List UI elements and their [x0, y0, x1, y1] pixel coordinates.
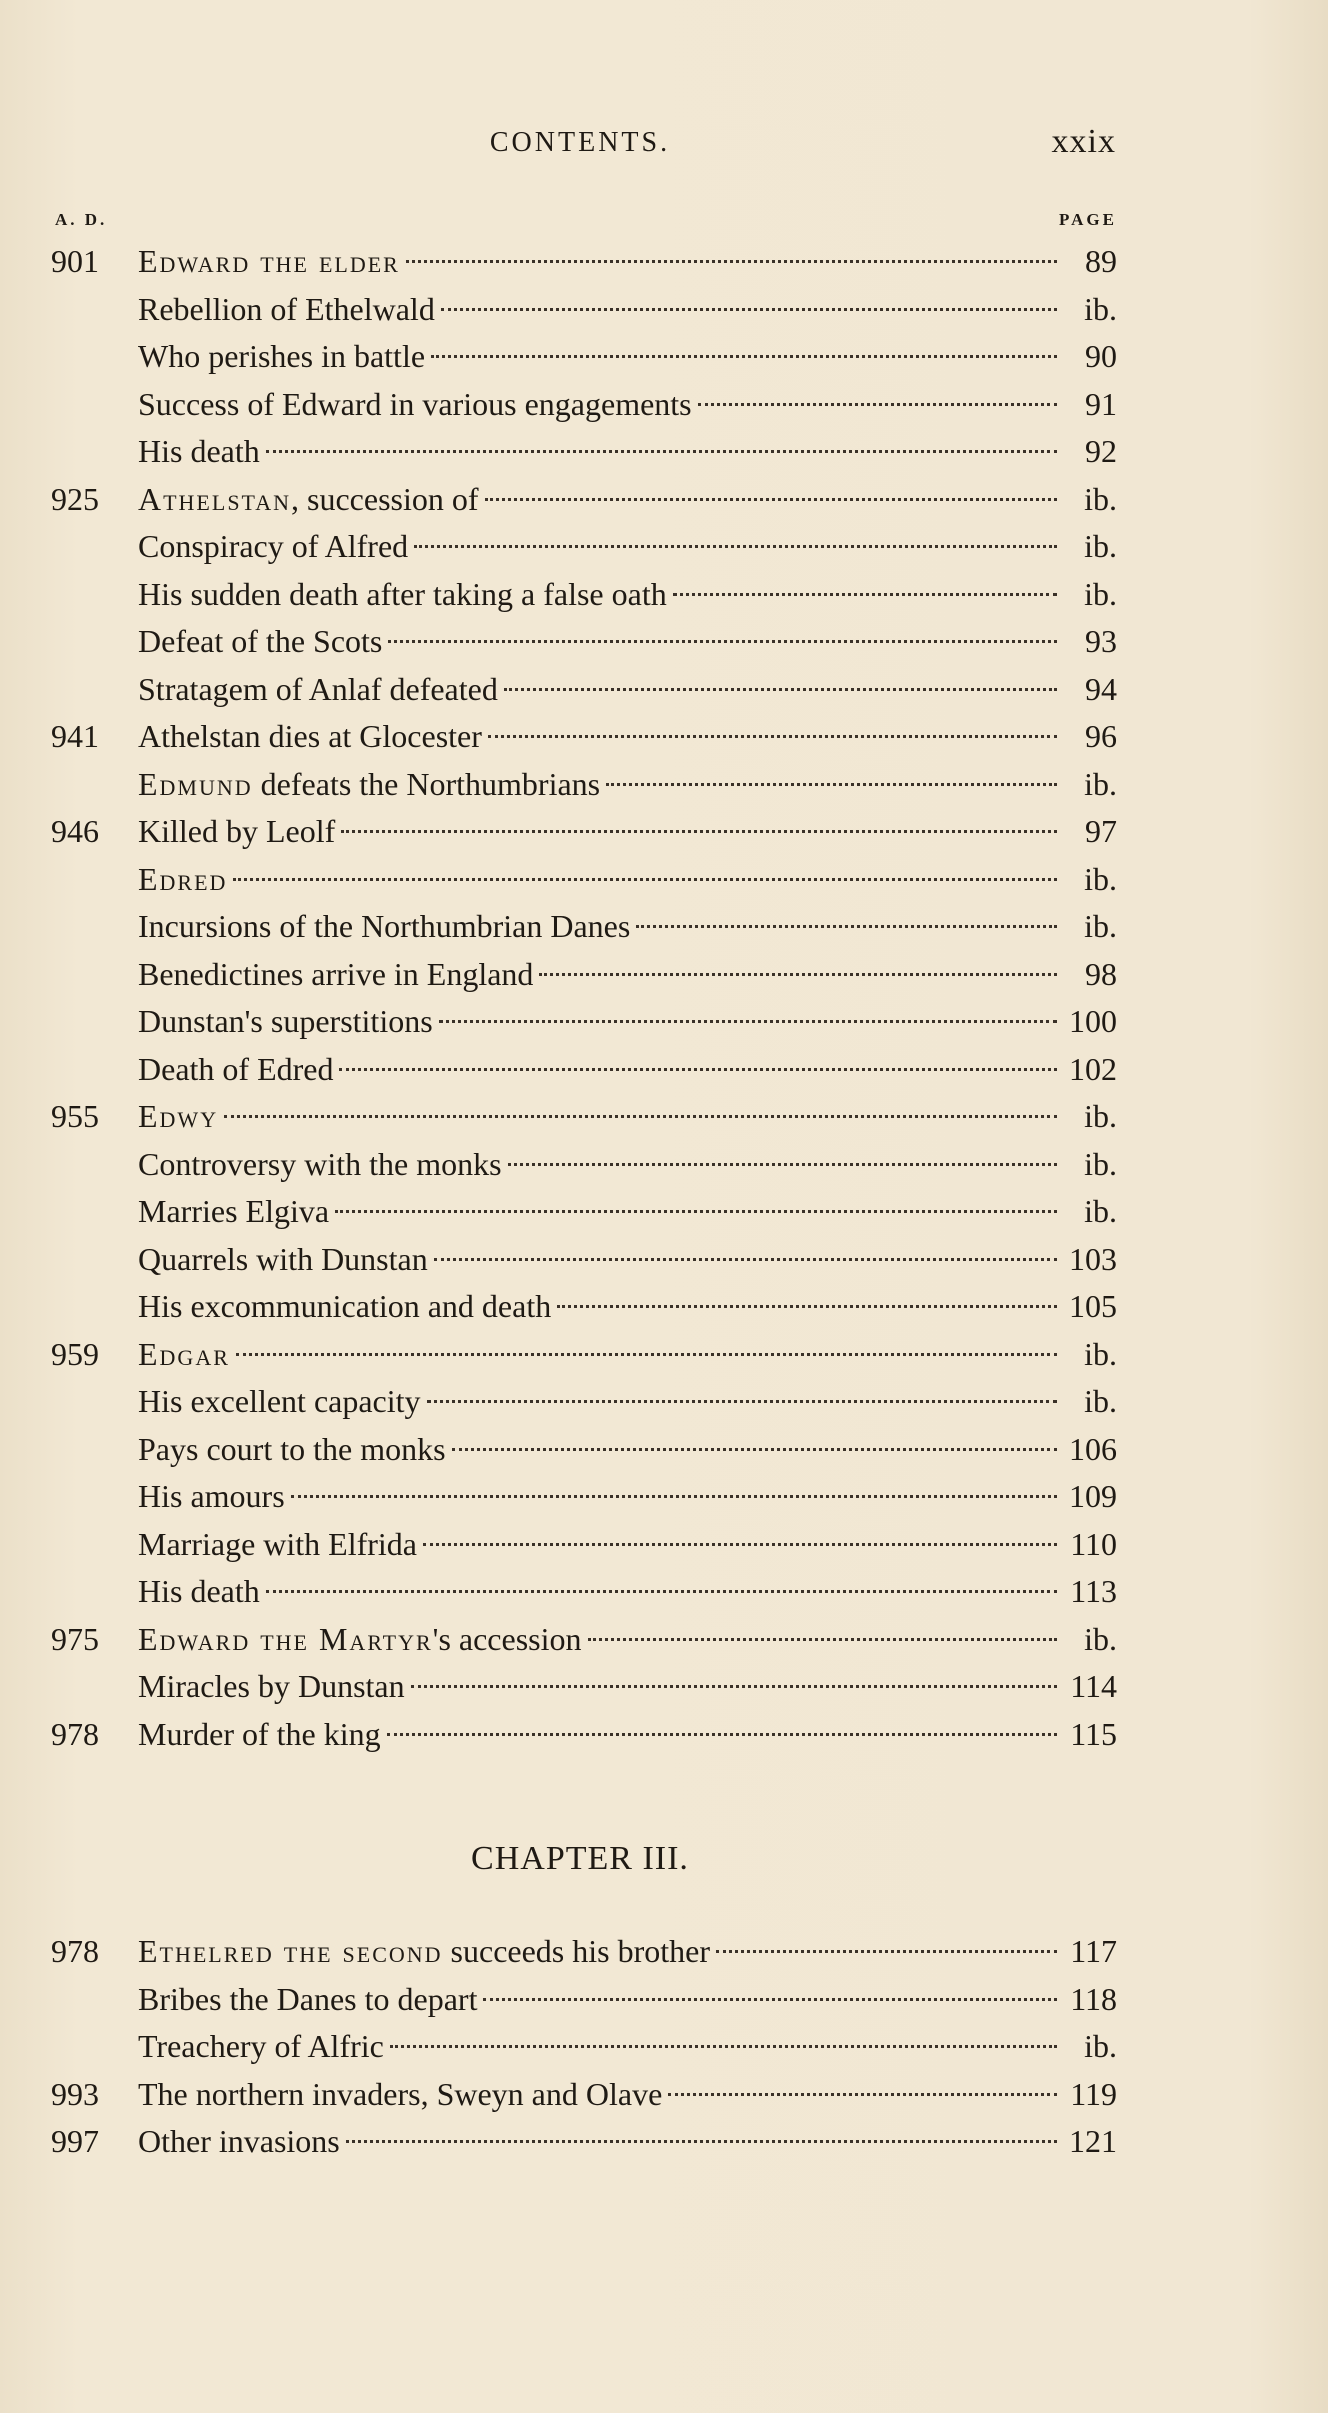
entry-title: Edward the Martyr's accession: [138, 1620, 582, 1657]
entry-page-number: ib.: [1084, 908, 1117, 944]
dot-leader: [673, 593, 1057, 596]
toc-entry: [51, 1473, 1117, 1521]
dot-leader: [483, 1998, 1057, 2001]
entry-title: His amours: [138, 1478, 285, 1514]
entry-title: Quarrels with Dunstan: [138, 1240, 428, 1277]
dot-leader: [341, 830, 1057, 833]
entry-title: His sudden death after taking a false oath: [138, 575, 667, 612]
entry-page-number: ib.: [1084, 1335, 1117, 1372]
entry-title: Death of Edred: [138, 1050, 334, 1087]
dot-leader: [698, 403, 1057, 406]
dot-leader: [233, 878, 1057, 881]
entry-page-number: 98: [1085, 955, 1117, 992]
entry-title: His death: [138, 433, 260, 469]
chapter-heading: CHAPTER III.: [471, 1840, 689, 1877]
entry-page-number: ib.: [1084, 575, 1117, 612]
entry-title: Ethelred the second succeeds his brother: [138, 1933, 710, 1969]
toc-entry: [51, 903, 1117, 951]
entry-title: Marries Elgiva: [138, 1193, 330, 1229]
entry-title: Who perishes in battle: [138, 338, 426, 374]
toc-entry: [51, 1141, 1117, 1189]
entry-title: The northern invaders, Sweyn and Olave: [138, 2075, 663, 2112]
entry-page-number: 117: [1070, 1933, 1117, 1969]
entry-page-number: 94: [1085, 670, 1117, 707]
entry-page-number: ib.: [1084, 1098, 1117, 1134]
entry-title: Edward the elder: [138, 243, 400, 279]
entry-title: Defeat of the Scots: [138, 623, 383, 659]
entry-title: His death: [138, 1573, 260, 1609]
entry-year: 959: [51, 1335, 99, 1372]
entry-year: 925: [51, 480, 99, 517]
entry-page-number: 96: [1085, 718, 1117, 754]
dot-leader: [414, 545, 1057, 548]
entry-page-number: 106: [1069, 1430, 1117, 1467]
entry-title: Bribes the Danes to depart: [138, 1980, 478, 2017]
toc-entry: [51, 856, 1117, 904]
toc-entry: [51, 333, 1117, 381]
entry-page-number: ib.: [1084, 290, 1117, 327]
toc-entry: [51, 286, 1117, 334]
dot-leader: [427, 1400, 1057, 1403]
entry-page-number: 109: [1069, 1478, 1117, 1514]
chapter-contents-list: [51, 1928, 1117, 2166]
entry-page-number: 91: [1085, 385, 1117, 422]
toc-entry: [51, 1976, 1117, 2024]
dot-leader: [390, 2045, 1057, 2048]
entry-title: Controversy with the monks: [138, 1145, 502, 1182]
toc-entry: [51, 1046, 1117, 1094]
dot-leader: [266, 450, 1057, 453]
entry-page-number: ib.: [1084, 480, 1117, 517]
entry-title: Benedictines arrive in England: [138, 955, 534, 992]
dot-leader: [716, 1950, 1057, 1953]
entry-page-number: ib.: [1084, 765, 1117, 802]
toc-entry: [51, 238, 1117, 286]
entry-page-number: 103: [1069, 1240, 1117, 1277]
toc-entry: [51, 808, 1117, 856]
dot-leader: [431, 355, 1057, 358]
toc-entry: [51, 1093, 1117, 1141]
dot-leader: [339, 1068, 1057, 1071]
dot-leader: [335, 1210, 1057, 1213]
toc-entry: [51, 571, 1117, 619]
entry-title: Success of Edward in various engagements: [138, 385, 692, 422]
entry-page-number: 100: [1069, 1003, 1117, 1039]
dot-leader: [439, 1020, 1057, 1023]
entry-title: Dunstan's superstitions: [138, 1003, 433, 1039]
dot-leader: [508, 1163, 1057, 1166]
toc-entry: [51, 1521, 1117, 1569]
entry-title: Rebellion of Ethelwald: [138, 290, 435, 327]
running-title: CONTENTS.: [489, 127, 671, 158]
entry-page-number: ib.: [1084, 528, 1117, 564]
entry-page-number: ib.: [1084, 1383, 1117, 1419]
entry-page-number: 118: [1070, 1980, 1117, 2017]
entry-title: Athelstan dies at Glocester: [138, 718, 482, 754]
entry-page-number: 114: [1070, 1668, 1117, 1704]
column-headings: [51, 210, 1117, 234]
entry-page-number: 121: [1069, 2123, 1117, 2159]
entry-year: 997: [51, 2123, 99, 2159]
entry-page-number: 89: [1085, 243, 1117, 279]
entry-title: Pays court to the monks: [138, 1430, 446, 1467]
dot-leader: [488, 735, 1057, 738]
entry-page-number: 110: [1070, 1525, 1117, 1562]
toc-entry: [51, 1378, 1117, 1426]
entry-title: His excommunication and death: [138, 1288, 552, 1324]
dot-leader: [668, 2093, 1057, 2096]
entry-title: Miracles by Dunstan: [138, 1668, 405, 1704]
toc-entry: [51, 761, 1117, 809]
entry-title: Conspiracy of Alfred: [138, 528, 409, 564]
entry-page-number: ib.: [1084, 860, 1117, 897]
entry-title: Edmund defeats the Northumbrians: [138, 765, 601, 802]
toc-entry: [51, 1236, 1117, 1284]
toc-entry: [51, 713, 1117, 761]
entry-title: Edwy: [138, 1098, 219, 1134]
entry-page-number: 92: [1085, 433, 1117, 469]
entry-page-number: 115: [1070, 1715, 1117, 1752]
dot-leader: [346, 2140, 1057, 2143]
dot-leader: [636, 925, 1057, 928]
dot-leader: [441, 308, 1057, 311]
toc-entry: [51, 1283, 1117, 1331]
entry-year: 975: [51, 1620, 99, 1657]
entry-title: Other invasions: [138, 2123, 340, 2159]
toc-entry: [51, 523, 1117, 571]
entry-title: Treachery of Alfric: [138, 2028, 384, 2064]
dot-leader: [388, 640, 1057, 643]
toc-entry: [51, 428, 1117, 476]
toc-entry: [51, 1426, 1117, 1474]
entry-year: 946: [51, 813, 99, 849]
dot-leader: [266, 1590, 1057, 1593]
entry-page-number: 93: [1085, 623, 1117, 659]
entry-title: Murder of the king: [138, 1715, 381, 1752]
entry-page-number: 102: [1069, 1050, 1117, 1087]
entry-page-number: ib.: [1084, 1193, 1117, 1229]
toc-entry: [51, 476, 1117, 524]
dot-leader: [485, 498, 1057, 501]
entry-title: Killed by Leolf: [138, 813, 336, 849]
entry-page-number: ib.: [1084, 1145, 1117, 1182]
page-column-heading: PAGE: [1059, 210, 1117, 229]
dot-leader: [291, 1495, 1057, 1498]
dot-leader: [387, 1733, 1057, 1736]
year-column-heading: A. D.: [55, 210, 108, 229]
dot-leader: [406, 260, 1057, 263]
entry-year: 901: [51, 243, 99, 279]
toc-entry: [51, 1568, 1117, 1616]
toc-entry: [51, 381, 1117, 429]
entry-year: 978: [51, 1933, 99, 1969]
dot-leader: [434, 1258, 1057, 1261]
dot-leader: [539, 973, 1057, 976]
running-head: [0, 123, 1328, 167]
dot-leader: [224, 1115, 1057, 1118]
entry-page-number: 97: [1085, 813, 1117, 849]
dot-leader: [423, 1543, 1057, 1546]
entry-title: Edgar: [138, 1335, 230, 1372]
entry-year: 955: [51, 1098, 99, 1134]
entry-page-number: 119: [1070, 2075, 1117, 2112]
entry-year: 978: [51, 1715, 99, 1752]
dot-leader: [557, 1305, 1057, 1308]
dot-leader: [411, 1685, 1057, 1688]
dot-leader: [236, 1353, 1057, 1356]
entry-title: Athelstan, succession of: [138, 480, 479, 517]
toc-entry: [51, 1928, 1117, 1976]
toc-entry: [51, 1331, 1117, 1379]
entry-title: Marriage with Elfrida: [138, 1525, 417, 1562]
entry-title: His excellent capacity: [138, 1383, 421, 1419]
toc-entry: [51, 2023, 1117, 2071]
folio-page-number: xxix: [1051, 123, 1116, 160]
toc-entry: [51, 1616, 1117, 1664]
toc-entry: [51, 2071, 1117, 2119]
entry-page-number: ib.: [1084, 2028, 1117, 2064]
toc-entry: [51, 951, 1117, 999]
entry-page-number: ib.: [1084, 1620, 1117, 1657]
contents-list: [51, 238, 1117, 1758]
dot-leader: [588, 1638, 1058, 1641]
toc-entry: [51, 618, 1117, 666]
dot-leader: [606, 783, 1057, 786]
dot-leader: [452, 1448, 1057, 1451]
entry-title: Incursions of the Northumbrian Danes: [138, 908, 631, 944]
entry-title: Stratagem of Anlaf defeated: [138, 670, 498, 707]
toc-entry: [51, 1663, 1117, 1711]
entry-page-number: 90: [1085, 338, 1117, 374]
entry-title: Edred: [138, 860, 228, 897]
entry-page-number: 113: [1070, 1573, 1117, 1609]
toc-entry: [51, 1188, 1117, 1236]
toc-entry: [51, 1711, 1117, 1759]
toc-entry: [51, 998, 1117, 1046]
entry-year: 993: [51, 2075, 99, 2112]
dot-leader: [504, 688, 1057, 691]
toc-entry: [51, 2118, 1117, 2166]
entry-year: 941: [51, 718, 99, 754]
entry-page-number: 105: [1069, 1288, 1117, 1324]
toc-entry: [51, 666, 1117, 714]
